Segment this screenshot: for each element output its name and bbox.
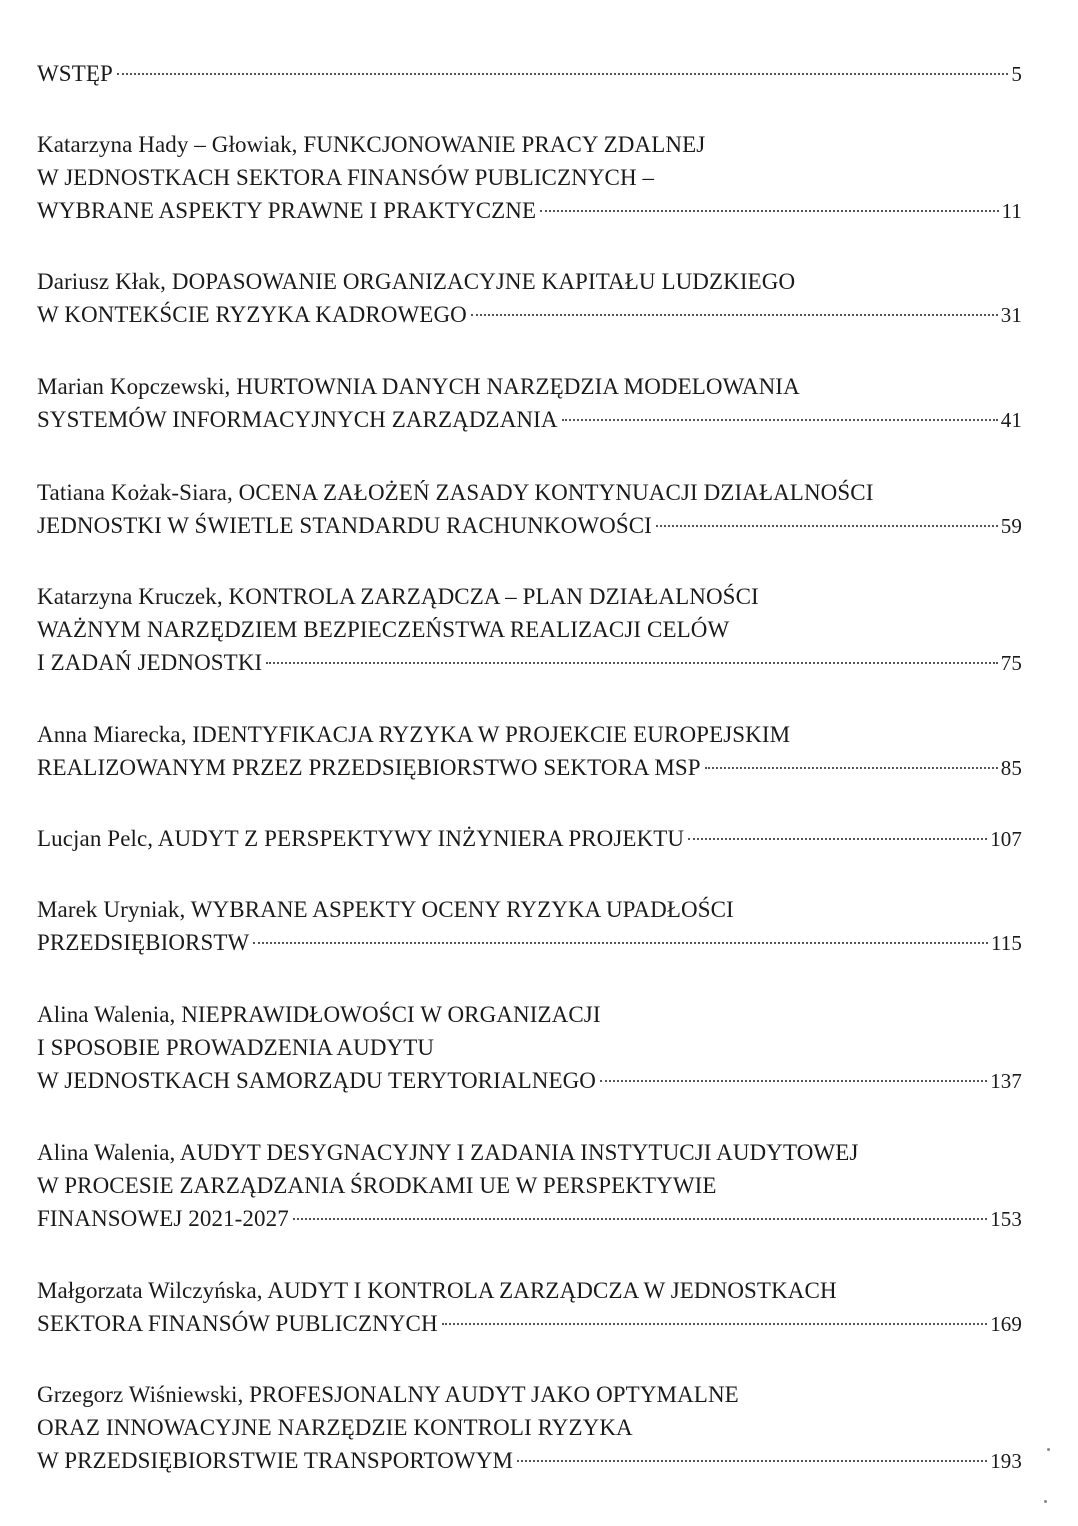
toc-entry-line: Małgorzata Wilczyńska, AUDYT I KONTROLA ZARZĄDCZA W JEDNOSTKACH: [37, 1278, 837, 1303]
toc-entry-last-line: [37, 298, 1022, 331]
toc-page-number: 193: [990, 1449, 1022, 1473]
toc-page-number: 169: [990, 1312, 1022, 1336]
toc-entry-last-line: [37, 1064, 1022, 1097]
toc-entry-line: W JEDNOSTKACH SEKTORA FINANSÓW PUBLICZNYCH –: [37, 165, 655, 190]
toc-entry-last-line: [37, 194, 1022, 227]
toc-entry-last-line: [37, 1202, 1022, 1235]
toc-entry-title: SYSTEMÓW INFORMACYJNYCH ZARZĄDZANIA: [37, 407, 558, 432]
toc-entry-line: Katarzyna Hady – Głowiak, FUNKCJONOWANIE PRACY ZDALNEJ: [37, 132, 706, 157]
toc-page-number: 75: [1000, 651, 1022, 675]
dot-leader: [253, 942, 988, 944]
toc-entry-line: Dariusz Kłak, DOPASOWANIE ORGANIZACYJNE KAPITAŁU LUDZKIEGO: [37, 269, 796, 294]
toc-entry-kopczewski: [37, 370, 1022, 436]
toc-page-number: 41: [1000, 408, 1022, 432]
dot-leader: [471, 314, 998, 316]
toc-entry-line: Katarzyna Kruczek, KONTROLA ZARZĄDCZA – PLAN DZIAŁALNOŚCI: [37, 584, 759, 609]
toc-page-number: 31: [1000, 303, 1022, 327]
toc-entry-title: JEDNOSTKI W ŚWIETLE STANDARDU RACHUNKOWOŚCI: [37, 513, 652, 538]
toc-entry-line: Grzegorz Wiśniewski, PROFESJONALNY AUDYT JAKO OPTYMALNE: [37, 1382, 739, 1407]
toc-entry-wisniewski: [37, 1378, 1022, 1477]
toc-entry-line: ORAZ INNOWACYJNE NARZĘDZIE KONTROLI RYZYKA: [37, 1415, 633, 1440]
toc-entry-last-line: [37, 403, 1022, 436]
dot-leader: [266, 662, 998, 664]
toc-entry-line: W PROCESIE ZARZĄDZANIA ŚRODKAMI UE W PERSPEKTYWIE: [37, 1173, 717, 1198]
toc-entry-line: I SPOSOBIE PROWADZENIA AUDYTU: [37, 1035, 435, 1060]
toc-entry-walenia-1: [37, 998, 1022, 1097]
toc-entry-title: Lucjan Pelc, AUDYT Z PERSPEKTYWY INŻYNIERA PROJEKTU: [37, 826, 685, 851]
toc-entry-title: SEKTORA FINANSÓW PUBLICZNYCH: [37, 1311, 438, 1336]
toc-entry-title: WYBRANE ASPEKTY PRAWNE I PRAKTYCZNE: [37, 198, 537, 223]
toc-page-number: 5: [1011, 62, 1022, 86]
dot-leader: [293, 1218, 987, 1220]
toc-entry-wilczynska: [37, 1274, 1022, 1340]
toc-entry-klak: [37, 265, 1022, 331]
toc-entry-last-line: [37, 926, 1022, 959]
toc-entry-last-line: [37, 509, 1022, 542]
toc-entry-line: Tatiana Kożak-Siara, OCENA ZAŁOŻEŃ ZASADY KONTYNUACJI DZIAŁALNOŚCI: [37, 480, 874, 505]
toc-entry-last-line: [37, 646, 1022, 679]
toc-entry-title: W PRZEDSIĘBIORSTWIE TRANSPORTOWYM: [37, 1448, 514, 1473]
toc-entry-title: FINANSOWEJ 2021-2027: [37, 1206, 289, 1231]
toc-entry-title: REALIZOWANYM PRZEZ PRZEDSIĘBIORSTWO SEKTORA MSP: [37, 755, 701, 780]
toc-page-number: 137: [990, 1069, 1022, 1093]
toc-page-number: 85: [1000, 756, 1022, 780]
toc-entry-title: W JEDNOSTKACH SAMORZĄDU TERYTORIALNEGO: [37, 1068, 597, 1093]
toc-entry-title: WSTĘP: [37, 61, 113, 86]
toc-entry-title: I ZADAŃ JEDNOSTKI: [37, 650, 263, 675]
toc-entry-miarecka: [37, 718, 1022, 784]
toc-entry-line: Alina Walenia, NIEPRAWIDŁOWOŚCI W ORGANIZACJI: [37, 1002, 601, 1027]
scan-speck: [1044, 1500, 1047, 1503]
toc-entry-kruczek: [37, 580, 1022, 679]
toc-page-number: 153: [990, 1207, 1022, 1231]
toc-entry-title: W KONTEKŚCIE RYZYKA KADROWEGO: [37, 302, 467, 327]
dot-leader: [656, 525, 998, 527]
toc-entry-hady-glowiak: [37, 128, 1022, 227]
dot-leader: [705, 767, 998, 769]
toc-page-number: 107: [990, 827, 1022, 851]
toc-entry-pelc: [37, 822, 1022, 855]
dot-leader: [117, 73, 1009, 75]
toc-entry-last-line: [37, 822, 1022, 855]
dot-leader: [600, 1080, 987, 1082]
dot-leader: [517, 1460, 987, 1462]
toc-entry-last-line: [37, 751, 1022, 784]
toc-entry-line: Anna Miarecka, IDENTYFIKACJA RYZYKA W PROJEKCIE EUROPEJSKIM: [37, 722, 791, 747]
toc-entry-line: Marek Uryniak, WYBRANE ASPEKTY OCENY RYZYKA UPADŁOŚCI: [37, 897, 734, 922]
toc-entry-uryniak: [37, 893, 1022, 959]
toc-entry-kozak-siara: [37, 476, 1022, 542]
toc-entry-title: PRZEDSIĘBIORSTW: [37, 930, 250, 955]
toc-page-number: 11: [1001, 199, 1022, 223]
toc-page-number: 115: [990, 931, 1022, 955]
toc-entry-last-line: [37, 1307, 1022, 1340]
dot-leader: [540, 210, 998, 212]
toc-page-number: 59: [1000, 514, 1022, 538]
toc-entry-walenia-2: [37, 1136, 1022, 1235]
dot-leader: [688, 838, 987, 840]
toc-entry-last-line: [37, 1444, 1022, 1477]
dot-leader: [442, 1323, 988, 1325]
toc-entry-line: Marian Kopczewski, HURTOWNIA DANYCH NARZĘDZIA MODELOWANIA: [37, 374, 800, 399]
dot-leader: [562, 419, 998, 421]
toc-entry-line: WAŻNYM NARZĘDZIEM BEZPIECZEŃSTWA REALIZACJI CELÓW: [37, 617, 730, 642]
scan-speck: [1047, 1448, 1050, 1451]
toc-entry-last-line: [37, 57, 1022, 90]
toc-entry-wstep: [37, 57, 1022, 90]
toc-entry-line: Alina Walenia, AUDYT DESYGNACYJNY I ZADANIA INSTYTUCJI AUDYTOWEJ: [37, 1140, 859, 1165]
